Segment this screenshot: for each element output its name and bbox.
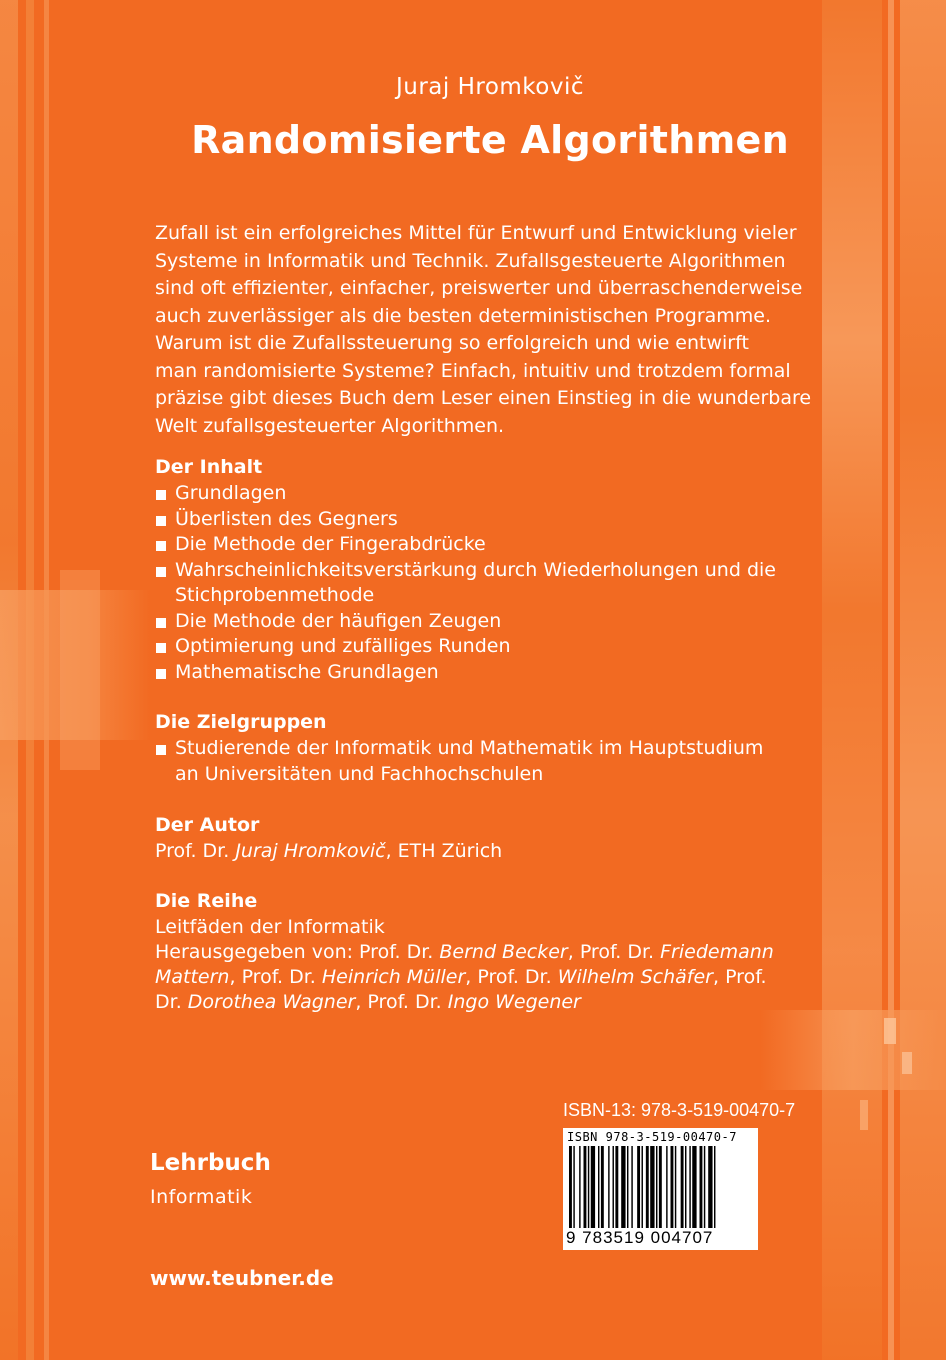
list-item: Studierende der Informatik und Mathematik im Hauptstudium (155, 736, 835, 762)
barcode-number: 9 783519 004707 (566, 1228, 714, 1247)
bullet-square-icon (156, 541, 166, 551)
bullet-square-icon (156, 643, 166, 653)
zielgruppen-heading: Die Zielgruppen (155, 711, 327, 733)
barcode-isbn-text: ISBN 978-3-519-00470-7 (567, 1130, 737, 1144)
barcode-bar (646, 1146, 649, 1228)
blurb-line: präzise gibt dieses Buch dem Leser einen Einstieg in die wunderbare (155, 387, 812, 409)
book-title: Randomisierte Algorithmen (191, 118, 789, 162)
autor-heading: Der Autor (155, 814, 260, 836)
list-item: Wahrscheinlichkeitsverstärkung durch Wiederholungen und die (155, 558, 835, 584)
barcode-bar (579, 1146, 580, 1228)
list-item: Mathematische Grundlagen (155, 660, 835, 686)
reihe-editors-line: Mattern, Prof. Dr. Heinrich Müller, Prof. Dr. Wilhelm Schäfer, Prof. (155, 966, 767, 988)
barcode-bar (637, 1146, 640, 1228)
background-block (902, 1052, 912, 1074)
lehrbuch-label: Lehrbuch (150, 1150, 271, 1176)
barcode-bar (671, 1146, 674, 1228)
background-stripe (888, 0, 894, 1360)
blurb-line: Welt zufallsgesteuerter Algorithmen. (155, 414, 505, 437)
barcode-bar (642, 1146, 643, 1228)
barcode-bar (650, 1146, 654, 1228)
list-item: Überlisten des Gegners (155, 507, 835, 533)
barcode-bar (700, 1146, 703, 1228)
background-band (60, 570, 100, 770)
list-item-continuation: Stichprobenmethode (175, 584, 375, 606)
inhalt-heading: Der Inhalt (155, 456, 263, 478)
barcode-bar (601, 1146, 604, 1228)
barcode (563, 1128, 758, 1250)
autor-line: Prof. Dr. Juraj Hromkovič, ETH Zürich (155, 840, 503, 862)
publisher-url[interactable]: www.teubner.de (150, 1266, 334, 1290)
barcode-bar (659, 1146, 662, 1228)
barcode-bar (588, 1146, 589, 1228)
list-item: Optimierung und zufälliges Runden (155, 634, 835, 660)
background-band (760, 1010, 946, 1090)
barcode-bar (681, 1146, 684, 1228)
blurb (155, 220, 823, 440)
barcode-bar (627, 1146, 628, 1228)
isbn-label: ISBN-13: 978-3-519-00470-7 (563, 1100, 796, 1120)
blurb-line: Zufall ist ein erfolgreiches Mittel für Entwurf und Entwicklung vieler (155, 222, 797, 244)
barcode-bars-icon (569, 1146, 753, 1228)
blurb-line: Warum ist die Zufallssteuerung so erfolgreich und wie entwirft (155, 332, 749, 354)
background-stripe (900, 0, 946, 1360)
informatik-label: Informatik (150, 1186, 253, 1208)
list-item: Grundlagen (155, 481, 835, 507)
barcode-bar (631, 1146, 632, 1228)
barcode-bar (584, 1146, 587, 1228)
zielgruppen-list (155, 736, 835, 787)
blurb-line: sind oft effizienter, einfacher, preiswerter und überraschenderweise (155, 277, 803, 299)
reihe-series: Leitfäden der Informatik (155, 916, 385, 938)
reihe-heading: Die Reihe (155, 890, 258, 912)
bullet-square-icon (156, 618, 166, 628)
list-item: Die Methode der Fingerabdrücke (155, 532, 835, 558)
bullet-square-icon (156, 669, 166, 679)
list-item: Die Methode der häufigen Zeugen (155, 609, 835, 635)
list-item-continuation: an Universitäten und Fachhochschulen (175, 762, 544, 785)
barcode-bar (692, 1146, 696, 1228)
barcode-bar (708, 1146, 712, 1228)
reihe-editors-line: Herausgegeben von: Prof. Dr. Bernd Becker, Prof. Dr. Friedemann (155, 941, 774, 963)
reihe-editors-line: Dr. Dorothea Wagner, Prof. Dr. Ingo Wegener (155, 991, 581, 1013)
barcode-bar (666, 1146, 667, 1228)
blurb-line: man randomisierte Systeme? Einfach, intuitiv und trotzdem formal (155, 359, 791, 382)
bullet-square-icon (156, 516, 166, 526)
author-name-italic: Juraj Hromkovič (235, 840, 386, 862)
barcode-bar (598, 1146, 599, 1228)
bullet-square-icon (156, 490, 166, 500)
inhalt-list (155, 481, 835, 685)
author-name: Juraj Hromkovič (395, 74, 585, 100)
background-block (884, 1018, 896, 1044)
barcode-bar (608, 1146, 609, 1228)
barcode-bar (621, 1146, 625, 1228)
blurb-line: auch zuverlässiger als die besten deterministischen Programme. (155, 304, 772, 327)
barcode-bar (675, 1146, 676, 1228)
barcode-bar (615, 1146, 618, 1228)
bullet-square-icon (156, 745, 166, 755)
barcode-bar (689, 1146, 690, 1228)
barcode-bar (613, 1146, 614, 1228)
barcode-bar (704, 1146, 705, 1228)
barcode-bar (685, 1146, 686, 1228)
barcode-bar (569, 1146, 572, 1228)
barcode-bar (573, 1146, 574, 1228)
barcode-bar (656, 1146, 657, 1228)
bullet-square-icon (156, 567, 166, 577)
barcode-bar (714, 1146, 715, 1228)
blurb-line: Systeme in Informatik und Technik. Zufallsgesteuerte Algorithmen (155, 249, 786, 272)
background-block (860, 1100, 868, 1130)
barcode-bar (591, 1146, 595, 1228)
